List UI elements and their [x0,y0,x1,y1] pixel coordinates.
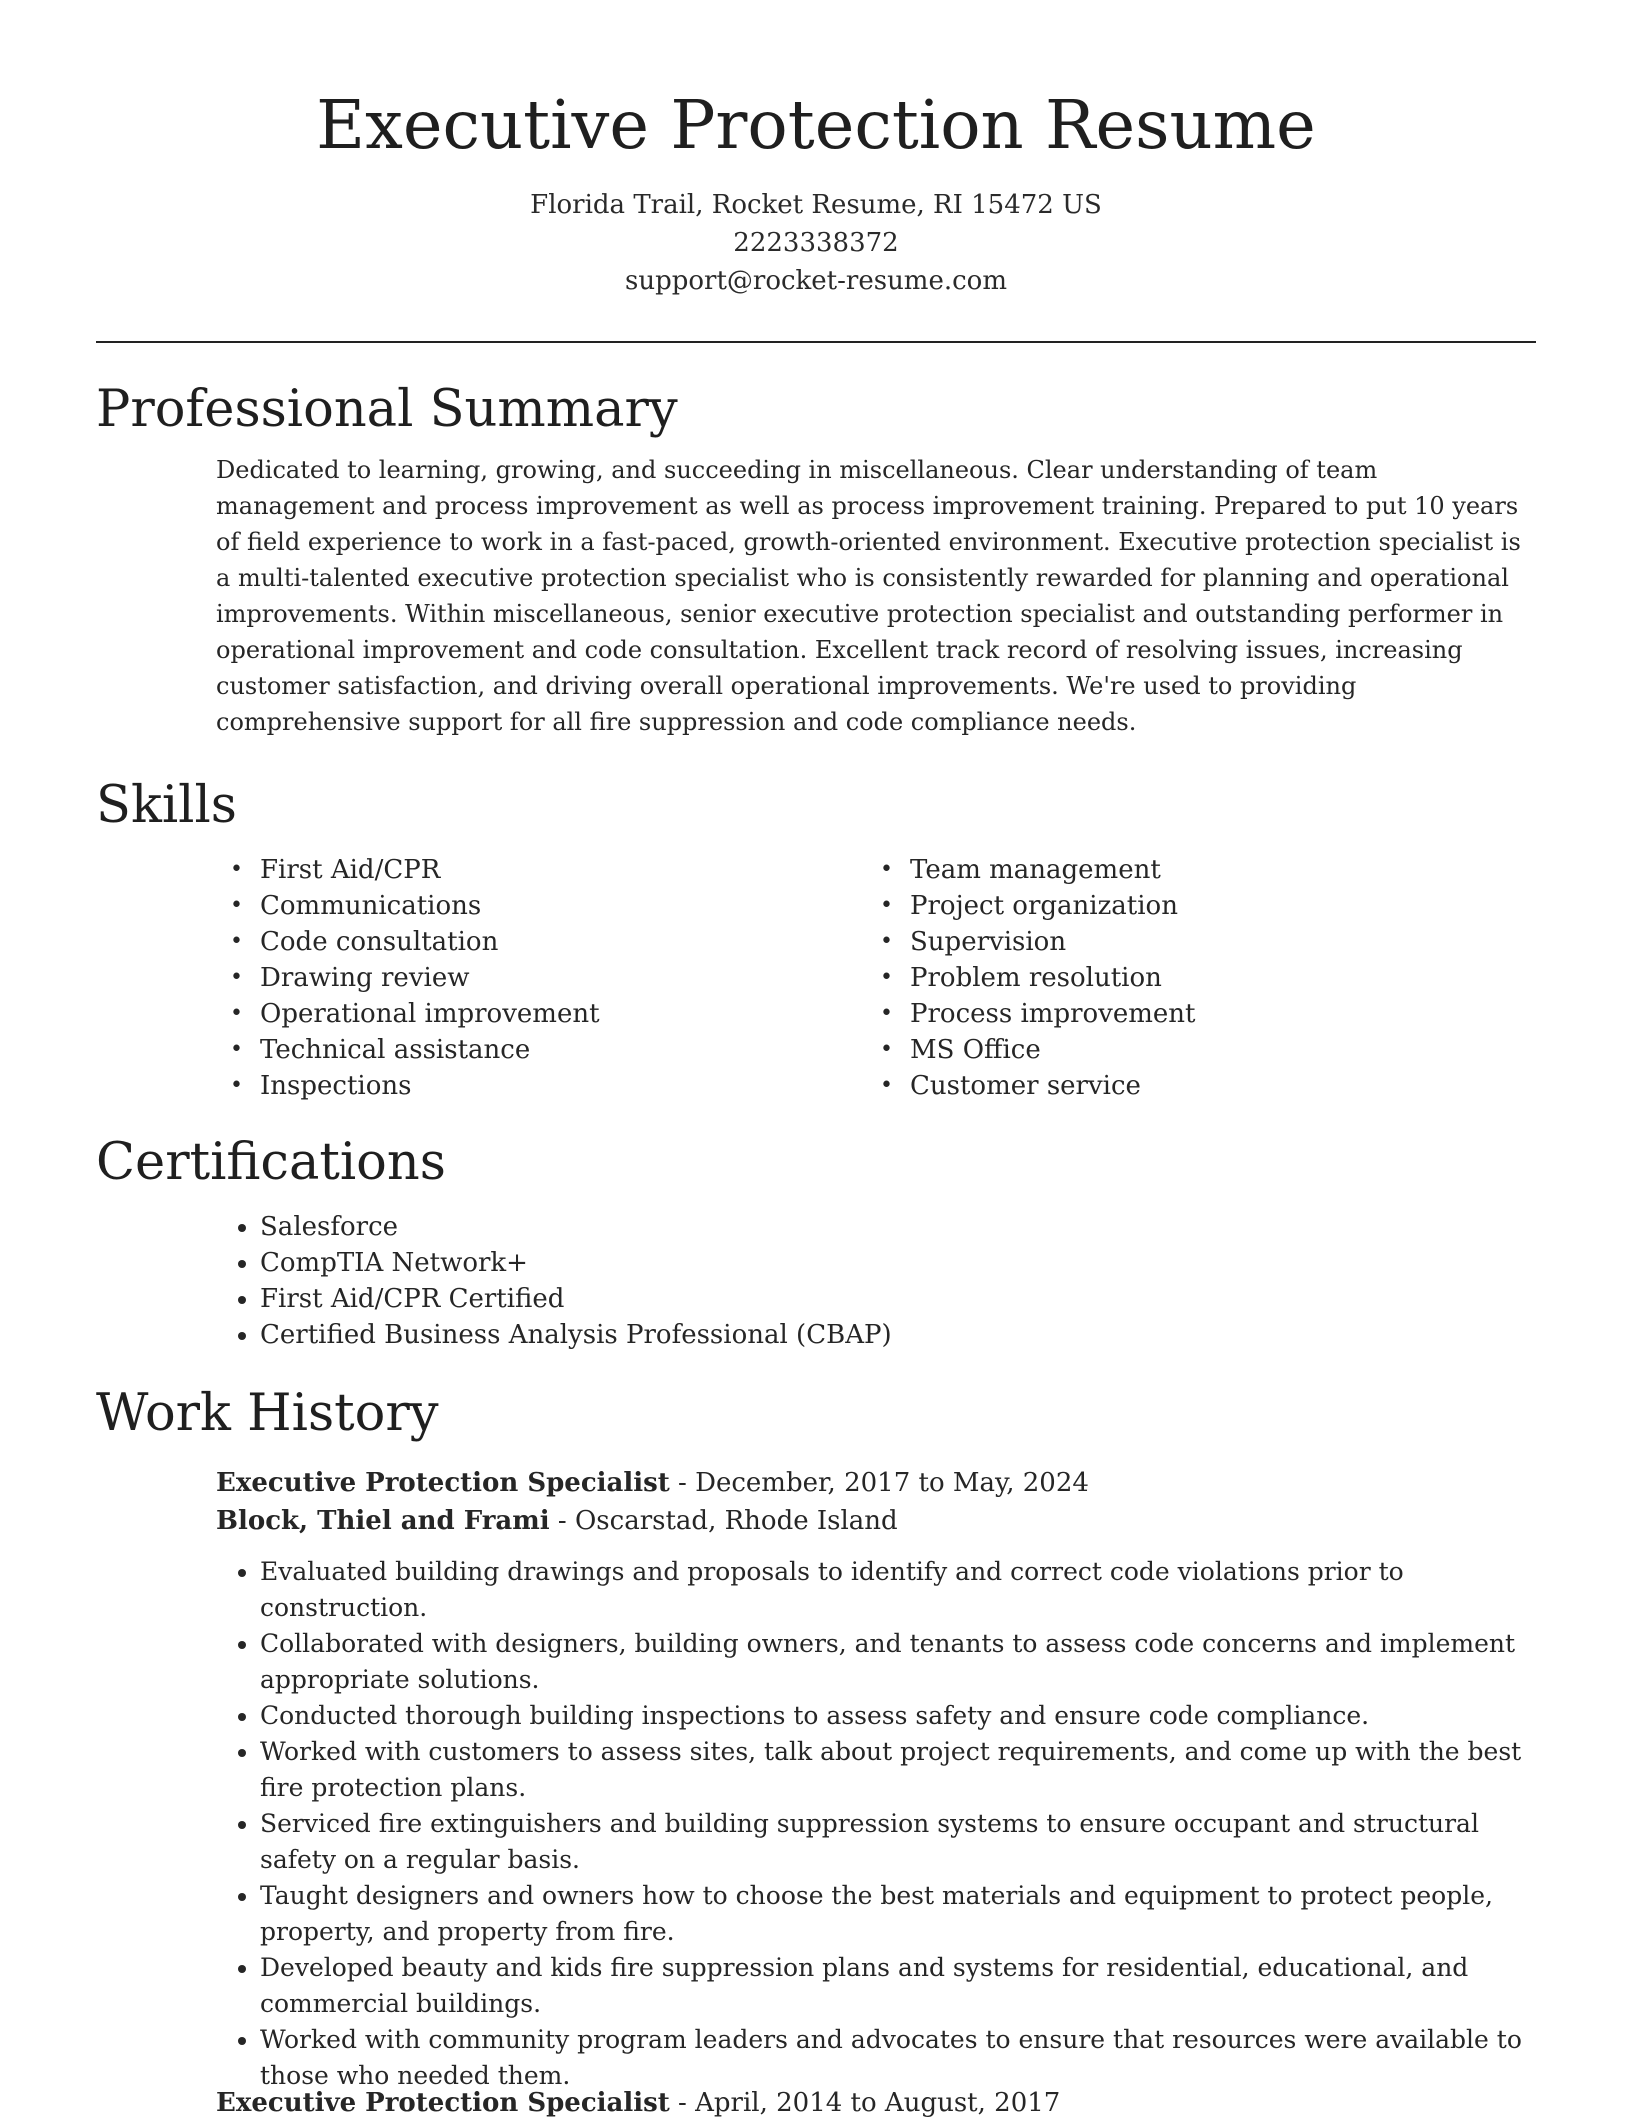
job-dates: - December, 2017 to May, 2024 [669,1468,1089,1498]
contact-block [0,186,1632,300]
job-title-line [216,1464,1536,1502]
page-title: Executive Protection Resume [316,86,1316,164]
work-history-section [96,1382,1536,2094]
work-history-heading: Work History [96,1384,439,1443]
skill-item: • Drawing review [260,960,600,996]
certification-item: • Salesforce [260,1209,1536,1245]
certifications-section [96,1131,1536,1353]
phone-text: 2223338372 [733,228,899,258]
skill-item: • Communications [260,888,600,924]
job-bullets [96,1554,1536,2094]
skill-item: • MS Office [910,1032,1195,1068]
certifications-list [96,1209,1536,1353]
job-bullet: • Conducted thorough building inspections to assess safety and ensure code compliance. [260,1698,1536,1734]
skill-item: • Operational improvement [260,996,600,1032]
certification-item: • CompTIA Network+ [260,1245,1536,1281]
certification-item: • First Aid/CPR Certified [260,1281,1536,1317]
skill-item: • Supervision [910,924,1195,960]
next-job-title-line [216,2088,1060,2118]
summary-section [96,378,1536,740]
header-divider [96,341,1536,343]
job-bullet: • Worked with community program leaders and advocates to ensure that resources were available to those who needed them. [260,2022,1536,2094]
job-company-line [216,1502,1536,1540]
skills-left-column [260,852,600,1104]
skill-item: • Customer service [910,1068,1195,1104]
summary-heading: Professional Summary [96,380,678,439]
skills-left-list [260,852,600,1104]
job-bullet: • Serviced fire extinguishers and building suppression systems to ensure occupant and structural safety on a regular basis. [260,1806,1536,1878]
job-bullet: • Taught designers and owners how to choose the best materials and equipment to protect people, property, and property from fire. [260,1878,1536,1950]
skill-item: • Problem resolution [910,960,1195,996]
job-bullet: • Evaluated building drawings and proposals to identify and correct code violations prior to construction. [260,1554,1536,1626]
job-title: Executive Protection Specialist [216,2088,670,2118]
summary-text: Dedicated to learning, growing, and succeeding in miscellaneous. Clear understanding of team management and process improvement as well as process improvement training. Prepared to put 10 years of field experience to work in a fast-paced, growth-oriented environment. Executive protection specialist is a multi-talented executive protection specialist who is consistently rewarded for planning and operational improvements. Within miscellaneous, senior executive protection specialist and outstanding performer in operational improvement and code consultation. Excellent track record of resolving issues, increasing customer satisfaction, and driving overall operational improvements. We're used to providing comprehensive support for all fire suppression and code compliance needs. [216,456,1521,736]
skills-right-list [910,852,1195,1104]
skill-item: • Project organization [910,888,1195,924]
skill-item: • First Aid/CPR [260,852,600,888]
certification-item: • Certified Business Analysis Professional (CBAP) [260,1317,1536,1353]
job-dates: - April, 2014 to August, 2017 [669,2088,1061,2118]
job-company: Block, Thiel and Frami [216,1506,550,1536]
skill-item: • Code consultation [260,924,600,960]
skill-item: • Inspections [260,1068,600,1104]
skill-item: • Team management [910,852,1195,888]
skill-item: • Process improvement [910,996,1195,1032]
address-text: Florida Trail, Rocket Resume, RI 15472 US [530,190,1102,220]
job-title: Executive Protection Specialist [216,1468,670,1498]
job-bullet: • Developed beauty and kids fire suppression plans and systems for residential, educational, and commercial buildings. [260,1950,1536,2022]
resume-header [0,80,1632,300]
email-text: support@rocket-resume.com [624,266,1007,296]
certifications-heading: Certifications [96,1133,446,1192]
skills-section [96,774,1536,1101]
job-bullet: • Collaborated with designers, building owners, and tenants to assess code concerns and implement appropriate solutions. [260,1626,1536,1698]
skills-right-column [910,852,1195,1104]
skill-item: • Technical assistance [260,1032,600,1068]
job-location: - Oscarstad, Rhode Island [549,1506,898,1536]
job-header [216,1464,1536,1540]
skills-heading: Skills [96,776,237,835]
job-bullet: • Worked with customers to assess sites, talk about project requirements, and come up with the best fire protection plans. [260,1734,1536,1806]
